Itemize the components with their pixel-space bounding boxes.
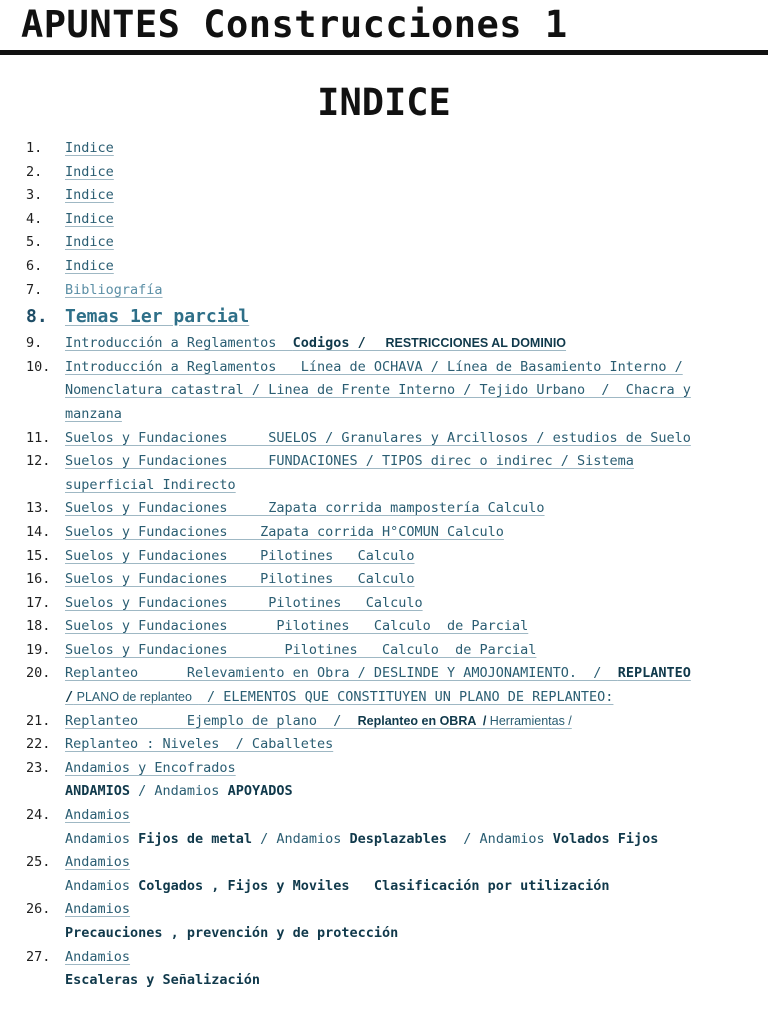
- toc-link[interactable]: Replanteo en OBRA /: [357, 713, 487, 728]
- toc-link[interactable]: RESTRICCIONES AL DOMINIO: [381, 336, 567, 351]
- toc-item-line: [65, 545, 728, 569]
- toc-item-body: [65, 279, 728, 303]
- toc-link[interactable]: Suelos y Fundaciones Pilotines Calculo: [65, 571, 415, 588]
- toc-item-line: [65, 662, 728, 686]
- toc-item-body: [65, 255, 728, 279]
- toc-item-body: [65, 568, 728, 592]
- toc-item: [0, 450, 768, 497]
- toc-item-line: [65, 851, 728, 875]
- toc-item-number: 11.: [26, 429, 51, 446]
- toc-item: [0, 521, 768, 545]
- toc-item-body: [65, 946, 728, 993]
- toc-item-body: [65, 521, 728, 545]
- toc-item-body: [65, 545, 728, 569]
- toc-link[interactable]: Indice: [65, 234, 114, 251]
- toc-text: Precauciones , prevención y de protección: [65, 925, 399, 941]
- toc-item-number: 5.: [26, 234, 43, 251]
- toc-item-line: [65, 332, 728, 356]
- toc-link[interactable]: / ELEMENTOS QUE CONSTITUYEN UN PLANO DE REPLANTEO:: [198, 689, 614, 706]
- toc-item-number: 19.: [26, 641, 51, 658]
- toc-link[interactable]: Andamios: [65, 901, 131, 918]
- toc-item: [0, 356, 768, 427]
- toc-item-line: [65, 184, 728, 208]
- toc-text: Volados Fijos: [552, 830, 659, 847]
- toc-item-body: [65, 662, 728, 709]
- toc-item-body: [65, 332, 728, 356]
- toc-item: [0, 615, 768, 639]
- toc-item: [0, 332, 768, 356]
- toc-item-line: [65, 969, 728, 993]
- toc-item-line: [65, 946, 728, 970]
- toc-item-number: 2.: [26, 163, 43, 180]
- toc-item-number: 1.: [26, 140, 43, 156]
- toc-item-body: [65, 851, 728, 898]
- toc-item-line: [65, 356, 728, 380]
- toc-item: [0, 279, 768, 303]
- toc-item-line: [65, 780, 728, 804]
- toc-item-line: [65, 922, 728, 946]
- toc-item-number: 10.: [26, 358, 51, 375]
- toc-item-line: [65, 615, 728, 639]
- toc-item: [0, 757, 768, 804]
- toc-item-number: 23.: [26, 759, 51, 776]
- toc-text: Colgados , Fijos y Moviles Clasificación por utilización: [138, 877, 610, 894]
- toc-item-number: 18.: [26, 618, 51, 635]
- toc-item-line: [65, 208, 728, 232]
- toc-item-line: [65, 592, 728, 616]
- toc-link[interactable]: Andamios: [65, 948, 131, 965]
- toc-item-number: 7.: [26, 281, 43, 298]
- toc-item-line: [65, 379, 728, 403]
- toc-item: [0, 851, 768, 898]
- toc-item: [0, 255, 768, 279]
- toc-item: [0, 733, 768, 757]
- toc-item-body: [65, 231, 728, 255]
- toc-text: / Andamios: [251, 830, 350, 847]
- toc-item-body: [65, 137, 728, 161]
- toc-item-number: 4.: [26, 210, 43, 227]
- toc-item: [0, 946, 768, 993]
- toc-item-body: [65, 427, 728, 451]
- toc-text: Andamios: [65, 877, 139, 894]
- toc-item-body: [65, 639, 728, 663]
- toc-link[interactable]: Indice: [65, 257, 114, 274]
- toc-link[interactable]: /: [65, 689, 74, 706]
- toc-item: [0, 804, 768, 851]
- toc-link[interactable]: manzana: [65, 405, 122, 422]
- toc-item: [0, 161, 768, 185]
- toc-item-number: 25.: [26, 854, 51, 871]
- toc-item-number: 27.: [26, 948, 51, 965]
- toc-item-body: [65, 804, 728, 851]
- toc-link[interactable]: Andamios y Encofrados: [65, 759, 236, 776]
- toc-item-line: [65, 450, 728, 474]
- toc-item-number: 26.: [26, 901, 51, 918]
- toc-text: Fijos de metal: [138, 830, 252, 847]
- toc-item-number: 13.: [26, 500, 51, 517]
- toc-link[interactable]: Indice: [65, 187, 114, 204]
- toc-item-line: [65, 828, 728, 852]
- toc-item-line: [65, 757, 728, 781]
- toc-item-body: [65, 450, 728, 497]
- toc-link[interactable]: Herramientas /: [486, 713, 572, 728]
- toc-item: [0, 208, 768, 232]
- toc-item: [0, 427, 768, 451]
- toc-item-number: 9.: [26, 335, 43, 352]
- toc-link[interactable]: Suelos y Fundaciones Pilotines Calculo de Parcial: [65, 641, 537, 658]
- toc-item-line: [65, 898, 728, 922]
- toc-item-line: [65, 497, 728, 521]
- toc-item-line: [65, 279, 728, 303]
- toc-item: [0, 231, 768, 255]
- toc-text: Andamios: [65, 830, 139, 847]
- toc-item: [0, 592, 768, 616]
- toc-item-number: 15.: [26, 547, 51, 564]
- toc-item-line: [65, 875, 728, 899]
- toc-link[interactable]: Introducción a Reglamentos: [65, 335, 293, 352]
- toc-link[interactable]: Temas 1er parcial: [65, 306, 250, 328]
- toc-link[interactable]: Indice: [65, 140, 114, 156]
- toc-text: APOYADOS: [227, 783, 293, 800]
- toc-item-line: [65, 137, 728, 161]
- toc-item-body: [65, 208, 728, 232]
- toc-item: [0, 710, 768, 734]
- toc-item: [0, 497, 768, 521]
- toc-link[interactable]: Nomenclatura catastral / Linea de Frente Interno / Tejido Urbano / Chacra y: [65, 382, 691, 399]
- toc-item-body: [65, 161, 728, 185]
- toc-item-body: [65, 615, 728, 639]
- toc-item-number: 12.: [26, 453, 51, 470]
- toc-item: [0, 184, 768, 208]
- toc-link[interactable]: Indice: [65, 210, 114, 227]
- toc-item-number: 20.: [26, 665, 51, 682]
- toc-item: [0, 568, 768, 592]
- toc-item-line: [65, 403, 728, 427]
- toc-item-line: [65, 686, 728, 710]
- toc-text: / Andamios: [130, 783, 228, 800]
- toc-item-number: 17.: [26, 594, 51, 611]
- toc-link[interactable]: Suelos y Fundaciones FUNDACIONES / TIPOS direc o indirec / Sistema: [65, 453, 634, 470]
- toc-item-line: [65, 231, 728, 255]
- toc-link[interactable]: Andamios: [65, 807, 131, 824]
- toc-item: [0, 662, 768, 709]
- toc-text: Desplazables: [349, 830, 448, 847]
- toc-item: [0, 545, 768, 569]
- table-of-contents: [0, 137, 768, 993]
- toc-link[interactable]: superficial Indirecto: [65, 476, 236, 493]
- toc-link[interactable]: Suelos y Fundaciones SUELOS / Granulares y Arcillosos / estudios de Suelo: [65, 429, 691, 446]
- toc-item-body: [65, 356, 728, 427]
- toc-item-body: [65, 184, 728, 208]
- document-header: [0, 0, 768, 55]
- document-title: APUNTES Construcciones 1: [21, 3, 568, 46]
- toc-item-body: [65, 497, 728, 521]
- toc-item-number: 14.: [26, 523, 51, 540]
- toc-link[interactable]: Replanteo : Niveles / Caballetes: [65, 736, 334, 753]
- toc-item: [0, 137, 768, 161]
- toc-item-body: [65, 302, 728, 332]
- toc-link[interactable]: Suelos y Fundaciones Pilotines Calculo: [65, 594, 423, 611]
- toc-item: [0, 639, 768, 663]
- toc-link[interactable]: Suelos y Fundaciones Zapata corrida H°COMUN Calculo: [65, 523, 504, 540]
- toc-item-number: 16.: [26, 571, 51, 588]
- toc-item-line: [65, 804, 728, 828]
- toc-link[interactable]: REPLANTEO: [617, 665, 691, 682]
- toc-item: [0, 302, 768, 332]
- toc-item-line: [65, 521, 728, 545]
- toc-link[interactable]: Bibliografía: [65, 281, 163, 298]
- toc-link[interactable]: Suelos y Fundaciones Zapata corrida mampostería Calculo: [65, 500, 545, 517]
- toc-item-body: [65, 898, 728, 945]
- toc-item-body: [65, 733, 728, 757]
- toc-item-number: 21.: [26, 712, 51, 729]
- toc-item-line: [65, 161, 728, 185]
- toc-link[interactable]: Replanteo Ejemplo de plano /: [65, 712, 358, 729]
- toc-link[interactable]: PLANO de replanteo: [73, 690, 199, 705]
- toc-item-body: [65, 592, 728, 616]
- page-title: INDICE: [317, 81, 451, 124]
- toc-item-number: 3.: [26, 187, 43, 204]
- toc-link[interactable]: Suelos y Fundaciones Pilotines Calculo: [65, 547, 415, 564]
- toc-link[interactable]: Replanteo Relevamiento en Obra / DESLINDE Y AMOJONAMIENTO. /: [65, 665, 618, 682]
- toc-item-line: [65, 568, 728, 592]
- toc-item-number: 8.: [26, 306, 48, 328]
- toc-text: ANDAMIOS: [65, 783, 131, 800]
- toc-link[interactable]: Introducción a Reglamentos Línea de OCHAVA / Línea de Basamiento Interno /: [65, 358, 683, 375]
- toc-item-line: [65, 639, 728, 663]
- toc-item: [0, 898, 768, 945]
- toc-text: Escaleras y Señalización: [65, 972, 261, 989]
- toc-item-line: [65, 302, 728, 332]
- toc-link[interactable]: Indice: [65, 163, 114, 180]
- toc-item-line: [65, 427, 728, 451]
- toc-item-body: [65, 710, 728, 734]
- toc-text: / Andamios: [447, 830, 553, 847]
- toc-link[interactable]: Suelos y Fundaciones Pilotines Calculo de Parcial: [65, 618, 529, 635]
- toc-item-number: 6.: [26, 257, 43, 274]
- toc-link[interactable]: Andamios: [65, 854, 131, 871]
- toc-item-body: [65, 757, 728, 804]
- toc-link[interactable]: Codigos /: [292, 335, 382, 352]
- toc-item-line: [65, 733, 728, 757]
- toc-item-number: 24.: [26, 807, 51, 824]
- toc-item-line: [65, 255, 728, 279]
- toc-item-number: 22.: [26, 736, 51, 753]
- toc-item-line: [65, 710, 728, 734]
- toc-item-line: [65, 474, 728, 498]
